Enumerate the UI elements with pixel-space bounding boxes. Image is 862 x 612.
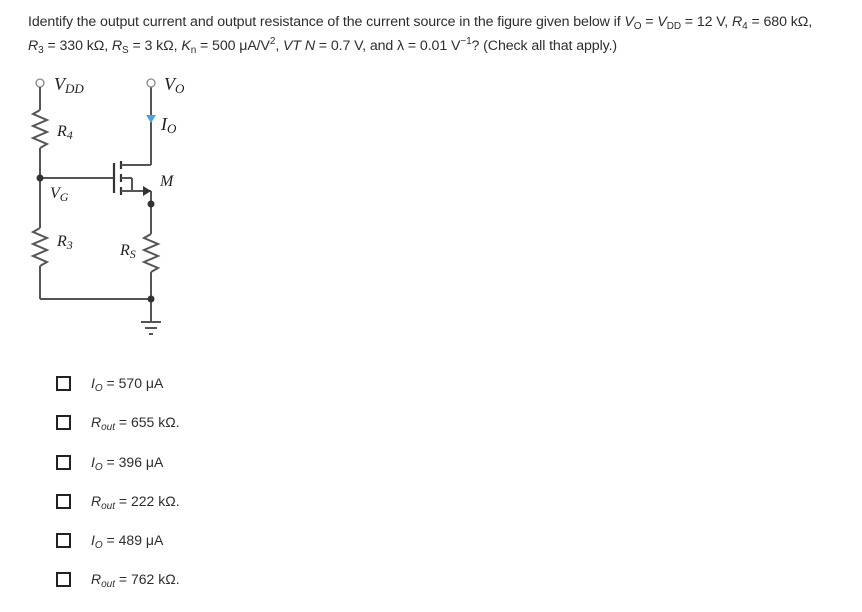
option-io-570[interactable] [56, 374, 163, 392]
vo-label: VO [164, 74, 185, 96]
rs-resistor [144, 234, 158, 272]
vo-terminal [147, 79, 155, 87]
option-label: $I_O = 570$ μA [91, 375, 164, 394]
option-io-489[interactable] [56, 531, 163, 549]
r3-label: R3 [57, 233, 73, 252]
option-io-396[interactable] [56, 453, 163, 471]
option-rout-222[interactable] [56, 492, 180, 510]
r3-resistor [33, 228, 47, 266]
option-label: $I_O = 396$ μA [91, 454, 164, 473]
source-arrow-icon [143, 186, 151, 196]
option-rout-655[interactable] [56, 413, 180, 431]
option-checkbox[interactable] [56, 455, 71, 470]
option-label: $R_{out} = 222$ kΩ. [91, 493, 180, 512]
io-label: IO [161, 114, 177, 136]
ground-node [148, 296, 155, 303]
option-label: $I_O = 489$ μA [91, 532, 164, 551]
question-text: Identify the output current and output resistance of the current source in the figure given below if $V_O = V_{DD} = 12$ V, $R_4 = 680$ kΩ, $R_3 = 330$ kΩ, $R_S = 3$ kΩ, $K_n = 500$ $\mu A/V^2$, VT N = 0.7 V, and λ = 0.01 $V^{-1}$? (Check all that apply.) [28, 14, 813, 56]
vdd-label: VDD [54, 74, 84, 96]
circuit-wires [33, 79, 161, 334]
option-checkbox[interactable] [56, 533, 71, 548]
circuit-figure [20, 66, 220, 356]
option-checkbox[interactable] [56, 415, 71, 430]
source-node [148, 201, 155, 208]
vg-node [37, 175, 44, 182]
vdd-terminal [36, 79, 44, 87]
option-checkbox[interactable] [56, 494, 71, 509]
mosfet-label: M [160, 173, 174, 190]
r4-label: R4 [57, 123, 73, 142]
io-current-arrow-icon [146, 115, 156, 123]
option-checkbox[interactable] [56, 376, 71, 391]
option-rout-762[interactable] [56, 570, 180, 588]
vg-label: VG [50, 185, 69, 204]
r4-resistor [33, 110, 47, 148]
rs-label: RS [120, 242, 136, 261]
option-label: $R_{out} = 655$ kΩ. [91, 414, 180, 433]
option-label: $R_{out} = 762$ kΩ. [91, 571, 180, 590]
option-checkbox[interactable] [56, 572, 71, 587]
